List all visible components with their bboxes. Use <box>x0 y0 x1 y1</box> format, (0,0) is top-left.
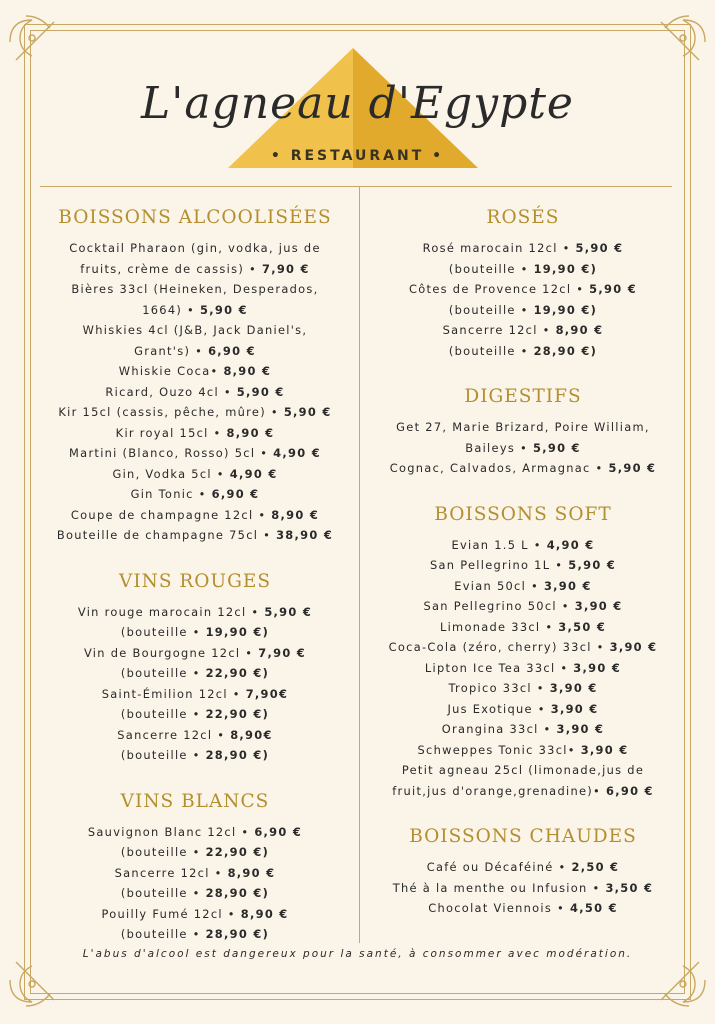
menu-item-price: 3,90 € <box>574 599 623 613</box>
menu-item <box>362 320 684 341</box>
menu-item <box>34 684 356 705</box>
menu-item-text: Tropico 33cl • <box>448 681 545 695</box>
menu-item-text: Kir royal 15cl • <box>115 425 222 440</box>
section-spacer <box>34 766 356 780</box>
menu-item <box>34 622 356 643</box>
menu-item-price: 7,90 € <box>261 261 310 276</box>
right-column <box>362 196 684 919</box>
menu-item <box>34 464 356 485</box>
menu-item <box>362 300 684 321</box>
menu-item-text: San Pellegrino 50cl • <box>423 599 570 613</box>
menu-item <box>362 259 684 280</box>
menu-item-text: Thé à la menthe ou Infusion • <box>392 880 601 895</box>
menu-item-price: 7,90€ <box>245 686 289 701</box>
section-title: VINS BLANCS <box>120 790 270 812</box>
menu-item <box>34 745 356 766</box>
menu-item-text: Orangina 33cl • <box>441 722 552 736</box>
menu-item <box>34 320 356 341</box>
column-divider <box>359 187 360 943</box>
menu-item-text: San Pellegrino 1L • <box>429 558 564 572</box>
menu-item-text: 1664) • <box>142 302 196 317</box>
menu-item-text: Evian 1.5 L • <box>451 537 542 552</box>
menu-item-text: Kir 15cl (cassis, pêche, mûre) • <box>58 405 279 419</box>
menu-item-text: fruit,jus d'orange,grenadine)• <box>392 783 602 798</box>
menu-item-price: 22,90 €) <box>205 845 270 859</box>
menu-section <box>362 385 684 479</box>
menu-item-price: 28,90 €) <box>533 343 598 358</box>
menu-item <box>362 740 684 761</box>
menu-item <box>362 699 684 720</box>
menu-item-price: 3,50 € <box>605 880 654 895</box>
menu-item-price: 4,90 € <box>273 446 321 460</box>
menu-item-price: 8,90€ <box>230 727 273 742</box>
menu-item-text: (bouteille • <box>120 666 201 680</box>
menu-item <box>34 300 356 321</box>
menu-item-price: 28,90 €) <box>205 886 270 900</box>
menu-item-text: Lipton Ice Tea 33cl • <box>424 660 569 675</box>
menu-item <box>34 238 356 259</box>
menu-item-price: 3,90 € <box>580 742 629 757</box>
menu-item-price: 2,50 € <box>571 860 620 874</box>
menu-item <box>34 704 356 725</box>
menu-item-text: Cocktail Pharaon (gin, vodka, jus de <box>69 241 321 255</box>
menu-item-price: 5,90 € <box>589 282 637 296</box>
menu-item-text: Gin Tonic • <box>130 487 207 501</box>
menu-item-text: Grant's) • <box>134 343 204 358</box>
menu-item <box>362 857 684 878</box>
menu-item-price: 22,90 €) <box>205 707 270 721</box>
menu-item-text: Chocolat Viennois • <box>428 901 566 915</box>
menu-item-text: Vin de Bourgogne 12cl • <box>83 645 254 660</box>
menu-item-price: 6,90 € <box>605 783 654 798</box>
menu-item <box>362 596 684 617</box>
section-title: BOISSONS SOFT <box>434 503 612 525</box>
menu-item <box>362 617 684 638</box>
menu-item-price: 5,90 € <box>200 302 248 317</box>
menu-item-price: 19,90 €) <box>205 625 270 639</box>
menu-item <box>362 637 684 658</box>
menu-item <box>362 555 684 576</box>
menu-item-text: Jus Exotique • <box>447 701 546 716</box>
menu-header <box>0 30 715 190</box>
menu-item-price: 5,90 € <box>608 461 657 475</box>
menu-item-text: (bouteille • <box>120 748 201 762</box>
menu-item <box>34 525 356 546</box>
menu-item-price: 8,90 € <box>240 906 289 921</box>
menu-item-price: 3,50 € <box>558 619 607 634</box>
menu-item-price: 19,90 €) <box>533 302 598 317</box>
menu-item-price: 8,90 € <box>271 507 320 522</box>
menu-item-price: 6,90 € <box>254 824 303 839</box>
menu-section <box>362 503 684 802</box>
menu-item-text: Vin rouge marocain 12cl • <box>77 604 260 619</box>
menu-item <box>34 924 356 945</box>
section-title: BOISSONS ALCOOLISÉES <box>58 207 332 228</box>
menu-item-text: fruits, crème de cassis) • <box>80 261 258 276</box>
alcohol-warning: L'abus d'alcool est dangereux pour la santé, à consommer avec modération. <box>82 948 633 960</box>
menu-item-price: 28,90 €) <box>205 748 270 762</box>
menu-item <box>34 279 356 300</box>
menu-item <box>34 883 356 904</box>
menu-item-text: Evian 50cl • <box>454 578 540 593</box>
menu-item-text: (bouteille • <box>120 845 201 859</box>
menu-item <box>362 279 684 300</box>
menu-item <box>362 341 684 362</box>
menu-item <box>34 402 356 423</box>
menu-item-price: 3,90 € <box>550 701 599 716</box>
section-spacer <box>362 361 684 375</box>
menu-item-text: Côtes de Provence 12cl • <box>409 282 585 296</box>
menu-item-price: 5,90 € <box>264 604 313 619</box>
menu-item <box>34 842 356 863</box>
menu-item-text: Bouteille de champagne 75cl • <box>56 528 272 542</box>
menu-item <box>362 238 684 259</box>
menu-item-price: 6,90 € <box>211 487 260 501</box>
menu-item-price: 5,90 € <box>236 384 285 399</box>
menu-item <box>34 822 356 843</box>
menu-item-price: 8,90 € <box>227 865 276 880</box>
section-spacer <box>362 801 684 815</box>
menu-item-price: 38,90 € <box>276 528 334 542</box>
menu-item-text: Sancerre 12cl • <box>117 727 226 742</box>
menu-item <box>34 382 356 403</box>
menu-item-price: 5,90 € <box>532 440 581 455</box>
menu-item-text: Get 27, Marie Brizard, Poire William, <box>396 420 650 434</box>
menu-item-text: Rosé marocain 12cl • <box>422 241 571 255</box>
menu-item-text: Café ou Décaféiné • <box>426 860 567 874</box>
menu-item-text: Petit agneau 25cl (limonade,jus de <box>401 763 645 777</box>
menu-item <box>362 678 684 699</box>
section-title: ROSÉS <box>486 207 560 228</box>
menu-item-text: Sauvignon Blanc 12cl • <box>87 824 250 839</box>
menu-item <box>362 898 684 919</box>
corner-ornament-bottom-right <box>657 958 709 1010</box>
menu-item <box>34 505 356 526</box>
menu-item-price: 3,90 € <box>549 681 598 695</box>
menu-item-text: Martini (Blanco, Rosso) 5cl • <box>69 446 269 460</box>
menu-section <box>34 790 356 945</box>
menu-item-price: 8,90 € <box>223 364 272 378</box>
menu-section <box>34 570 356 766</box>
menu-item-text: (bouteille • <box>120 707 201 721</box>
menu-item-price: 4,90 € <box>546 537 595 552</box>
menu-item-price: 7,90 € <box>258 645 307 660</box>
menu-item <box>34 259 356 280</box>
menu-item <box>34 443 356 464</box>
menu-item-text: Coca-Cola (zéro, cherry) 33cl • <box>388 640 605 654</box>
menu-item-price: 28,90 €) <box>205 927 270 941</box>
menu-item-text: Ricard, Ouzo 4cl • <box>105 384 232 399</box>
menu-item <box>34 663 356 684</box>
section-title: VINS ROUGES <box>118 570 272 592</box>
menu-item <box>34 341 356 362</box>
menu-item <box>362 438 684 459</box>
menu-item <box>34 863 356 884</box>
restaurant-name: L'agneau d'Egypte <box>141 78 574 129</box>
menu-item <box>362 781 684 802</box>
menu-item-text: (bouteille • <box>448 261 529 276</box>
menu-item-price: 19,90 €) <box>533 261 598 276</box>
menu-item-price: 4,90 € <box>229 466 278 481</box>
menu-item-text: Gin, Vodka 5cl • <box>112 466 225 481</box>
menu-section <box>34 206 356 546</box>
menu-item-price: 8,90 € <box>226 425 275 440</box>
menu-item-price: 3,90 € <box>556 722 605 736</box>
section-spacer <box>362 479 684 493</box>
menu-item-price: 6,90 € <box>208 343 256 358</box>
section-title: DIGESTIFS <box>464 386 582 407</box>
menu-item <box>362 719 684 740</box>
menu-item-text: (bouteille • <box>120 625 201 639</box>
menu-item <box>34 361 356 382</box>
menu-item <box>362 658 684 679</box>
menu-item-text: (bouteille • <box>120 927 201 941</box>
menu-item-text: Limonade 33cl • <box>439 619 554 634</box>
menu-section <box>362 206 684 361</box>
menu-item-text: (bouteille • <box>120 886 201 900</box>
menu-item-text: (bouteille • <box>448 302 529 317</box>
menu-item-text: Coupe de champagne 12cl • <box>70 507 267 522</box>
menu-item-price: 22,90 €) <box>205 666 270 680</box>
menu-item <box>34 602 356 623</box>
menu-item <box>34 423 356 444</box>
menu-section <box>362 825 684 919</box>
corner-ornament-bottom-left <box>6 958 58 1010</box>
menu-item <box>362 458 684 479</box>
section-title: BOISSONS CHAUDES <box>409 826 637 847</box>
menu-item-price: 3,90 € <box>543 578 592 593</box>
menu-item <box>362 760 684 781</box>
menu-item-price: 3,90 € <box>609 640 658 654</box>
menu-item-text: Saint-Émilion 12cl • <box>101 686 241 701</box>
section-spacer <box>34 546 356 560</box>
menu-item-text: Sancerre 12cl • <box>114 865 223 880</box>
menu-item-text: Bières 33cl (Heineken, Desperados, <box>71 282 319 296</box>
menu-item-text: Sancerre 12cl • <box>442 323 551 337</box>
menu-item-text: Pouilly Fumé 12cl • <box>101 906 236 921</box>
restaurant-subtitle: • RESTAURANT • <box>270 148 445 164</box>
menu-item <box>362 576 684 597</box>
menu-item-text: Schweppes Tonic 33cl• <box>417 742 576 757</box>
menu-item-text: (bouteille • <box>448 343 529 358</box>
menu-item-price: 5,90 € <box>283 405 332 419</box>
menu-item-price: 4,50 € <box>570 901 618 915</box>
menu-item <box>362 878 684 899</box>
menu-item <box>362 417 684 438</box>
menu-item-price: 5,90 € <box>575 241 624 255</box>
menu-item-price: 5,90 € <box>568 558 617 572</box>
menu-item-text: Baileys • <box>465 440 529 455</box>
menu-item-price: 3,90 € <box>573 660 622 675</box>
menu-item-text: Whiskies 4cl (J&B, Jack Daniel's, <box>82 323 308 337</box>
menu-item <box>362 535 684 556</box>
menu-item <box>34 725 356 746</box>
menu-item-price: 8,90 € <box>555 323 604 337</box>
left-column <box>34 196 356 945</box>
header-divider <box>40 186 672 187</box>
menu-item <box>34 904 356 925</box>
menu-item-text: Whiskie Coca• <box>118 364 219 378</box>
menu-item <box>34 484 356 505</box>
menu-item-text: Cognac, Calvados, Armagnac • <box>389 461 604 475</box>
menu-item <box>34 643 356 664</box>
